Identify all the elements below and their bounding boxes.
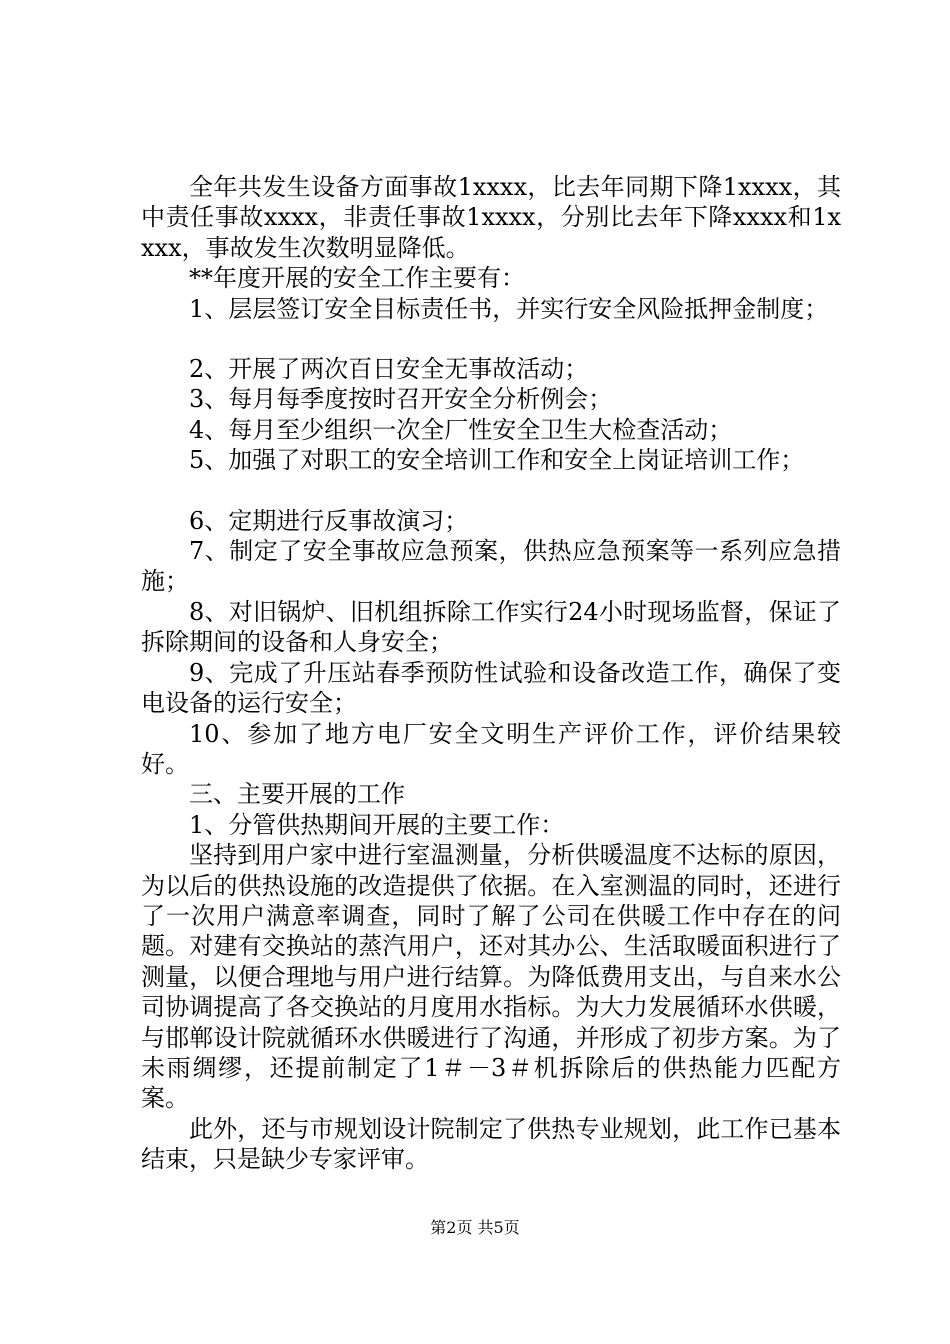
paragraph-accident-summary: 全年共发生设备方面事故1xxxx，比去年同期下降1xxxx，其中责任事故xxxx，非责任事故1xxxx，分别比去年下降xxxx和1xxxx，事故发生次数明显降低。 — [141, 173, 841, 262]
section-heading-main-work: 三、主要开展的工作 — [189, 780, 405, 809]
list-item-7: 7、制定了安全事故应急预案，供热应急预案等一系列应急措施； — [141, 537, 841, 596]
list-item-3: 3、每月每季度按时召开安全分析例会； — [189, 385, 613, 414]
list-item-5: 5、加强了对职工的安全培训工作和安全上岗证培训工作； — [189, 446, 805, 475]
paragraph-heating-work: 坚持到用户家中进行室温测量，分析供暖温度不达标的原因，为以后的供热设施的改造提供了依据。在入室测温的同时，还进行了一次用户满意率调查，同时了解了公司在供暖工作中存在的问题。对建有交换站的蒸汽用户，还对其办公、生活取暖面积进行了测量，以便合理地与用户进行结算。为降低费用支出，与自来水公司协调提高了各交换站的月度用水指标。为大力发展循环水供暖，与邯郸设计院就循环水供暖进行了沟通，并形成了初步方案。为了未雨绸缪，还提前制定了1＃－3＃机拆除后的供热能力匹配方案。 — [141, 841, 841, 1113]
list-item-4: 4、每月至少组织一次全厂性安全卫生大检查活动； — [189, 415, 733, 444]
document-body — [141, 172, 841, 1175]
list-item-6: 6、定期进行反事故演习； — [189, 506, 469, 535]
paragraph-safety-work-heading: **年度开展的安全工作主要有： — [189, 264, 525, 293]
paragraph-heating-plan: 此外，还与市规划设计院制定了供热专业规划，此工作已基本结束，只是缺少专家评审。 — [141, 1114, 841, 1174]
subsection-heading-heating: 1、分管供热期间开展的主要工作： — [189, 810, 565, 839]
list-item-1: 1、层层签订安全目标责任书，并实行安全风险抵押金制度； — [189, 294, 829, 323]
page-footer: 第2页 共5页 — [430, 1218, 520, 1237]
list-item-2: 2、开展了两次百日安全无事故活动； — [189, 355, 589, 384]
list-item-10: 10、参加了地方电厂安全文明生产评价工作，评价结果较好。 — [141, 719, 841, 778]
list-item-8: 8、对旧锅炉、旧机组拆除工作实行24小时现场监督，保证了拆除期间的设备和人身安全； — [141, 597, 841, 657]
list-item-9: 9、完成了升压站春季预防性试验和设备改造工作，确保了变电设备的运行安全； — [141, 658, 841, 718]
